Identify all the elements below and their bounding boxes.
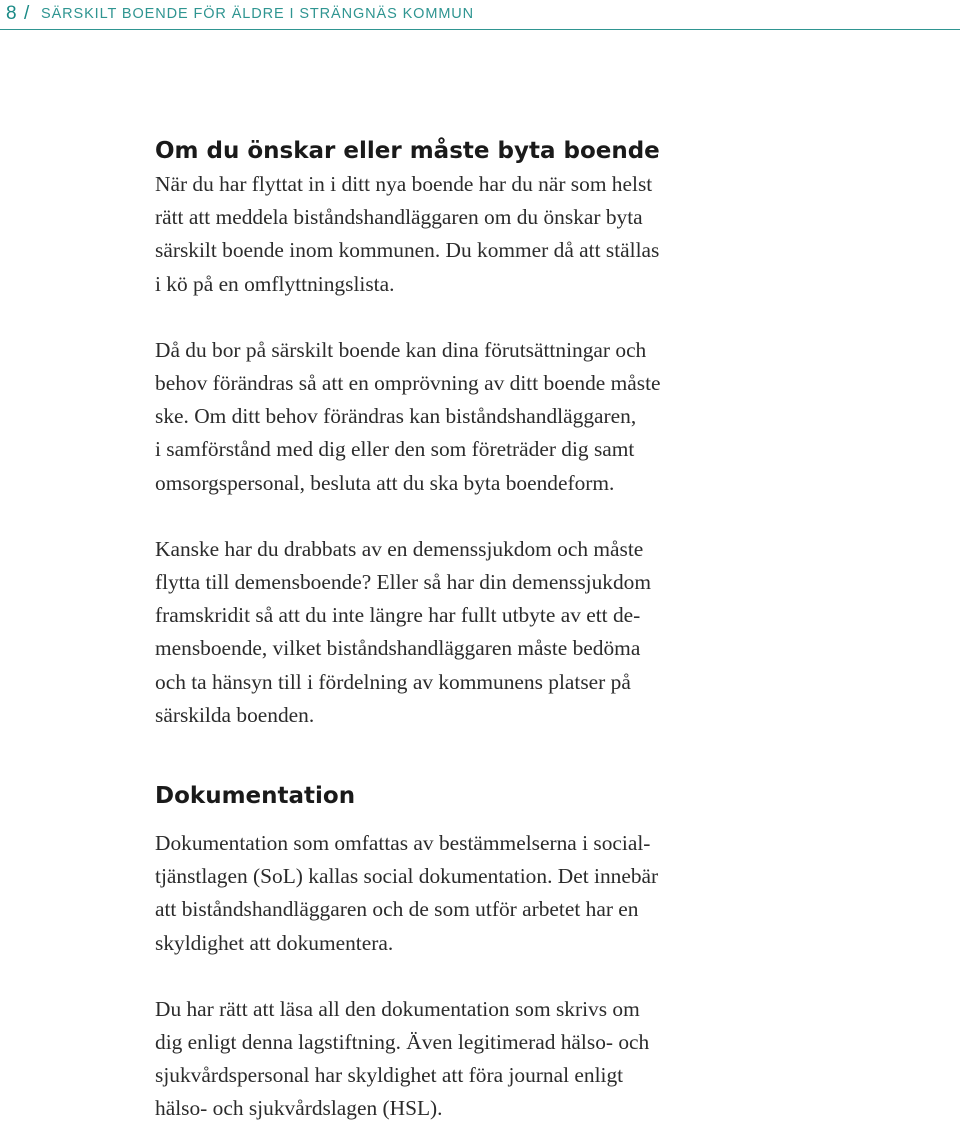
text-line: flytta till demensboende? Eller så har din demenssjukdom (155, 570, 652, 595)
text-line: särskilt boende inom kommunen. Du kommer då att ställas (155, 238, 660, 263)
text-line: ske. Om ditt behov förändras kan biståndshandläggaren, (155, 404, 637, 429)
text-line: särskilda boenden. (155, 702, 315, 727)
text-line: tjänstlagen (SoL) kallas social dokumentation. Det innebär (155, 864, 659, 889)
text-line: och ta hänsyn till i fördelning av kommunens platser på (155, 669, 631, 694)
paragraph (155, 533, 795, 732)
running-title: SÄRSKILT BOENDE FÖR ÄLDRE I STRÄNGNÄS KOMMUN (41, 6, 475, 22)
text-line: behov förändras så att en omprövning av ditt boende måste (155, 371, 661, 396)
text-line: i samförstånd med dig eller den som företräder dig samt (155, 437, 635, 462)
text-line: i kö på en omflyttningslista. (155, 271, 395, 296)
text-line: När du har flyttat in i ditt nya boende har du när som helst (155, 172, 653, 196)
text-line: Dokumentation som omfattas av bestämmelserna i social- (155, 831, 651, 856)
paragraph (155, 993, 795, 1126)
paragraph (155, 334, 795, 500)
text-line: framskridit så att du inte längre har fullt utbyte av ett de- (155, 603, 641, 628)
page-number: 8 (6, 3, 17, 24)
text-line: Kanske har du drabbats av en demenssjukdom och måste (155, 536, 644, 561)
text-line: skyldighet att dokumentera. (155, 930, 394, 955)
text-line: mensboende, vilket biståndshandläggaren måste bedöma (155, 636, 641, 661)
text-line: att biståndshandläggaren och de som utför arbetet har en (155, 897, 639, 922)
section-heading-dokumentation: Dokumentation (155, 783, 356, 810)
text-line: hälso- och sjukvårdslagen (HSL). (155, 1096, 443, 1121)
paragraph (155, 827, 795, 960)
header-separator: / (24, 3, 30, 24)
text-line: dig enligt denna lagstiftning. Även legitimerad hälso- och (155, 1030, 650, 1055)
text-line: omsorgspersonal, besluta att du ska byta boendeform. (155, 470, 615, 495)
running-header (0, 0, 960, 30)
section-heading-byta-boende: Om du önskar eller måste byta boende (155, 138, 660, 164)
main-content (155, 134, 795, 1126)
text-line: Då du bor på särskilt boende kan dina förutsättningar och (155, 337, 647, 362)
text-line: rätt att meddela biståndshandläggaren om du önskar byta (155, 205, 643, 230)
paragraph (155, 168, 795, 301)
header-rule (0, 29, 960, 30)
text-line: Du har rätt att läsa all den dokumentation som skrivs om (155, 996, 640, 1021)
text-line: sjukvårdspersonal har skyldighet att föra journal enligt (155, 1063, 624, 1088)
